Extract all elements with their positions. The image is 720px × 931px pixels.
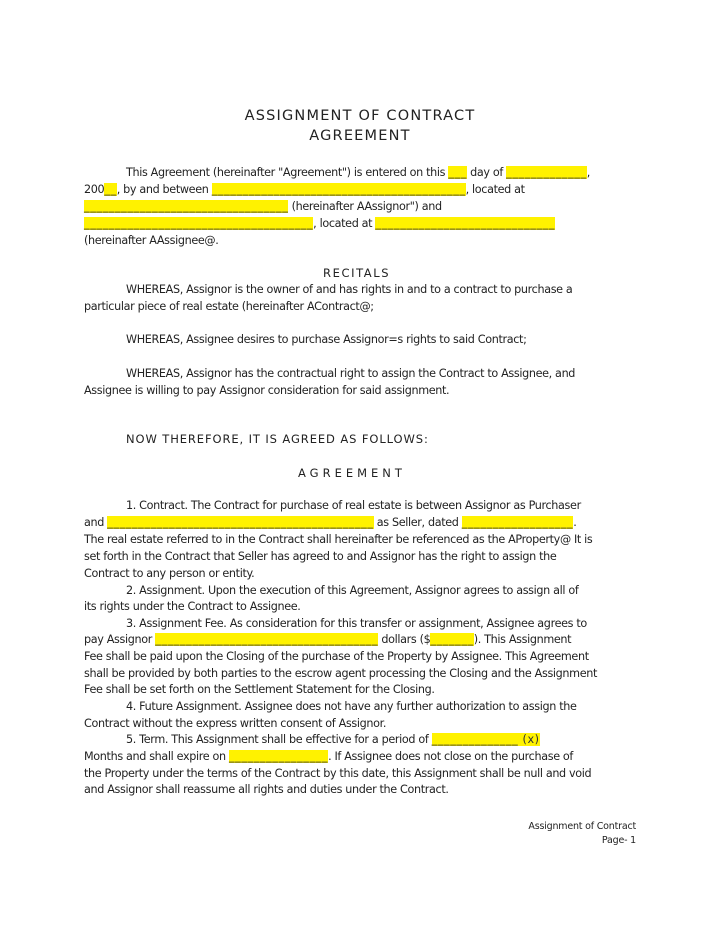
intro-text: day of: [466, 166, 507, 179]
section-text: Months and shall expire on: [84, 750, 229, 763]
section-1-line-1: 1. Contract. The Contract for purchase of real estate is between Assignor as Purchaser: [126, 499, 581, 512]
intro-line-5: (hereinafter AAssignee@.: [84, 234, 219, 247]
blank-year[interactable]: __: [104, 183, 117, 196]
section-text: . If Assignee does not close on the purchase of: [328, 750, 574, 763]
section-5-line-2: [84, 750, 573, 764]
blank-term-months[interactable]: ______________ (x): [431, 733, 540, 746]
intro-line-2: [84, 183, 525, 197]
footer-document-name: Assignment of Contract: [528, 821, 636, 832]
blank-contract-date[interactable]: __________________: [461, 516, 574, 529]
section-text: pay Assignor: [84, 633, 156, 646]
section-text: 5. Term. This Assignment shall be effective for a period of: [126, 733, 432, 746]
section-3-line-3: Fee shall be paid upon the Closing of the purchase of the Property by Assignee. This Agreement: [84, 650, 589, 663]
intro-text: (hereinafter AAssignor") and: [288, 200, 442, 213]
recital-3-line-2: Assignee is willing to pay Assignor consideration for said assignment.: [84, 384, 450, 397]
section-5-line-3: the Property under the terms of the Contract by this date, this Assignment shall be null and void: [84, 767, 592, 780]
section-5-line-1: [84, 733, 540, 747]
intro-text: , located at: [465, 183, 525, 196]
section-3-line-2: [84, 633, 571, 647]
section-1-line-5: Contract to any person or entity.: [84, 567, 255, 580]
blank-month[interactable]: _____________: [506, 166, 587, 179]
blank-expire-date[interactable]: ________________: [228, 750, 329, 763]
blank-day[interactable]: ___: [448, 166, 467, 179]
intro-line-3: [84, 200, 442, 214]
intro-text: , by and between: [116, 183, 212, 196]
page-footer: [528, 820, 636, 848]
blank-assignee-name[interactable]: _____________________________________: [84, 217, 314, 230]
blank-fee-amount[interactable]: _______: [430, 633, 474, 646]
document-title-line1: ASSIGNMENT OF CONTRACT: [244, 108, 476, 124]
blank-fee-words[interactable]: ____________________________________: [155, 633, 379, 646]
blank-assignee-address[interactable]: _____________________________: [375, 217, 556, 230]
section-3-line-4: shall be provided by both parties to the escrow agent processing the Closing and the Assignment: [84, 667, 598, 680]
agreement-heading: AGREEMENT: [298, 466, 406, 480]
intro-line-4: [84, 217, 555, 231]
section-text: as Seller, dated: [373, 516, 462, 529]
blank-seller[interactable]: ___________________________________________: [107, 516, 374, 529]
section-4-line-1: 4. Future Assignment. Assignee does not have any further authorization to assign the: [126, 700, 577, 713]
recital-2: WHEREAS, Assignee desires to purchase Assignor=s rights to said Contract;: [126, 333, 527, 346]
intro-text: , located at: [313, 217, 376, 230]
section-2-line-1: 2. Assignment. Upon the execution of this Agreement, Assignor agrees to assign all of: [126, 584, 579, 597]
recital-3-line-1: WHEREAS, Assignor has the contractual right to assign the Contract to Assignee, and: [126, 367, 576, 380]
section-1-line-3: The real estate referred to in the Contract shall hereinafter be referenced as the AProperty@ It is: [84, 533, 593, 546]
section-3-line-5: Fee shall be set forth on the Settlement Statement for the Closing.: [84, 683, 435, 696]
section-text: and: [84, 516, 108, 529]
section-5-line-4: and Assignor shall reassume all rights and duties under the Contract.: [84, 783, 449, 796]
section-1-line-4: set forth in the Contract that Seller has agreed to and Assignor has the right to assign the: [84, 550, 557, 563]
section-4-line-2: Contract without the express written consent of Assignor.: [84, 717, 387, 730]
section-1-line-2: [84, 516, 576, 530]
blank-assignor-address[interactable]: _________________________________: [84, 200, 289, 213]
intro-text: ,: [586, 166, 590, 179]
document-title-line2: AGREEMENT: [309, 128, 411, 144]
intro-text: This Agreement (hereinafter "Agreement") is entered on this: [126, 166, 449, 179]
now-therefore-heading: NOW THEREFORE, IT IS AGREED AS FOLLOWS:: [126, 432, 429, 446]
intro-line-1: [84, 166, 590, 180]
section-2-line-2: its rights under the Contract to Assignee.: [84, 600, 301, 613]
section-text: .: [573, 516, 577, 529]
recital-1-line-2: particular piece of real estate (hereinafter AContract@;: [84, 300, 374, 313]
section-3-line-1: 3. Assignment Fee. As consideration for this transfer or assignment, Assignee agrees to: [126, 617, 587, 630]
section-text: ). This Assignment: [473, 633, 572, 646]
intro-text: 200: [84, 183, 105, 196]
recital-1-line-1: WHEREAS, Assignor is the owner of and has rights in and to a contract to purchase a: [126, 283, 573, 296]
recitals-heading: RECITALS: [323, 266, 391, 280]
section-text: dollars ($: [378, 633, 431, 646]
footer-page-number: Page- 1: [601, 835, 636, 846]
blank-assignor-name[interactable]: _________________________________________: [211, 183, 466, 196]
